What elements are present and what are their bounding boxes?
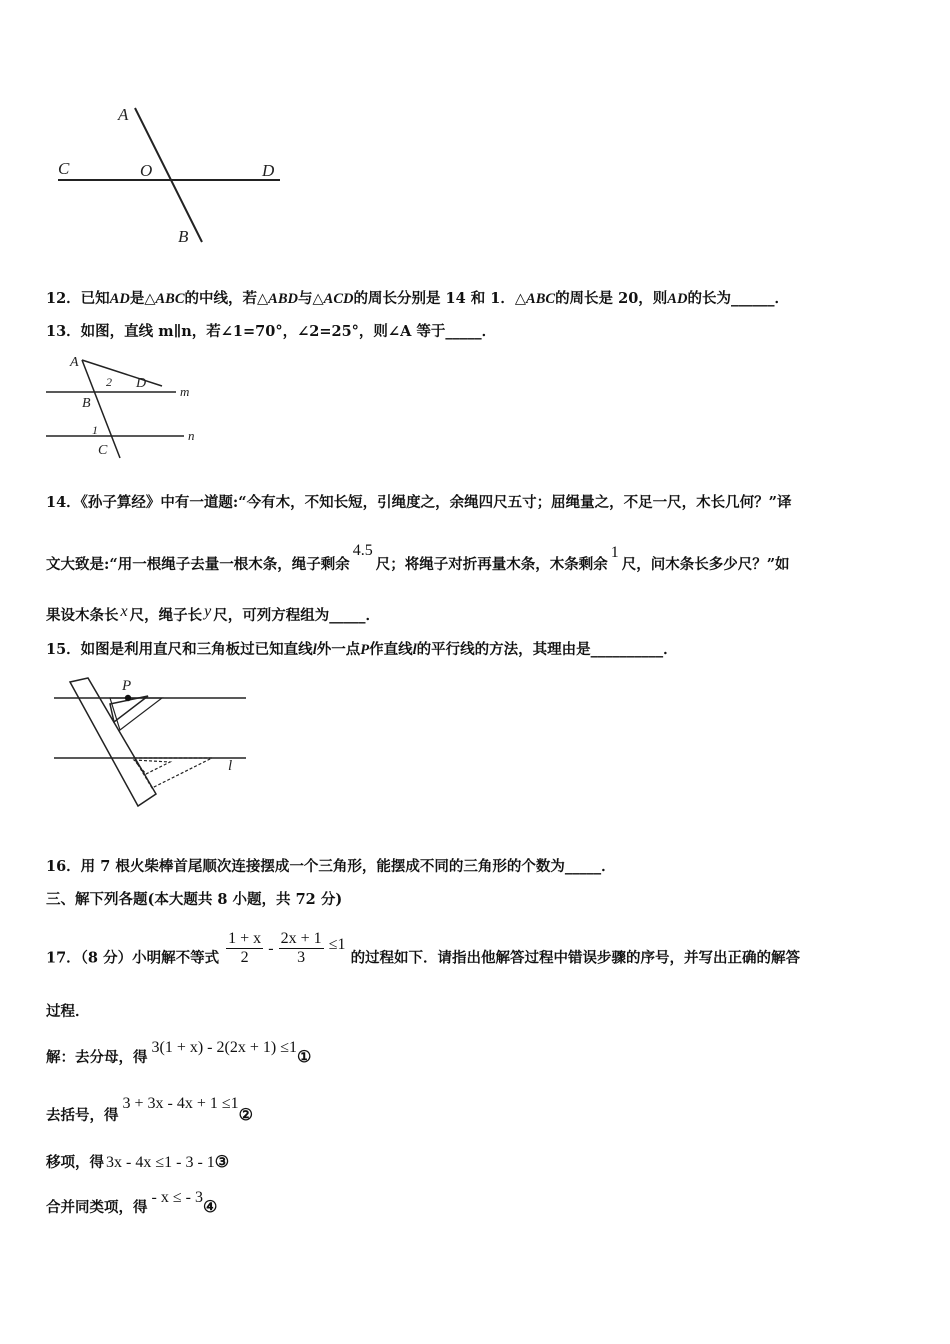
- question-12: 12．已知AD是△ABC的中线，若△ABD与△ACD的周长分别是 14 和 1．△ABC的周长是 20，则AD的长为______．: [46, 290, 789, 307]
- parallel-lines-figure: [44, 350, 204, 465]
- solution-step-3: 移项，得 3x - 4x ≤1 - 3 - 1③: [46, 1152, 230, 1171]
- question-13: 13．如图，直线 m∥n，若∠1=70°，∠2=25°，则∠A 等于_____．: [46, 323, 497, 340]
- fraction-1: $\frac{1 + x}{2}$: [228, 930, 262, 966]
- question-14-line-3: 果设木条长 x 尺，绳子长 y 尺，可列方程组为_____．: [46, 603, 380, 624]
- label-p: P: [122, 678, 132, 694]
- angle-1-label: 1: [92, 423, 98, 437]
- label-a: A: [70, 355, 79, 370]
- solution-step-4: 合并同类项，得- x ≤ - 3④: [46, 1189, 218, 1216]
- label-m: m: [180, 384, 190, 399]
- label-d: D: [262, 161, 275, 180]
- label-b: B: [178, 227, 189, 246]
- question-14-line-1: 14．《孙子算经》中有一道题:“今有木，不知长短，引绳度之，余绳四尺五寸；屈绳量之，不足一尺，木长几何？”译: [46, 494, 792, 511]
- intersecting-lines-figure: [50, 100, 290, 250]
- question-14-line-2: 文大致是:“用一根绳子去量一根木条，绳子剩余4.5尺；将绳子对折再量木条，木条剩余1尺，问木条长多少尺？”如: [46, 542, 790, 573]
- label-o: O: [140, 161, 153, 180]
- label-c: C: [58, 159, 70, 178]
- label-d: D: [136, 376, 147, 391]
- label-n: n: [188, 428, 195, 443]
- question-17-line-1: 17．（8 分）小明解不等式 $\frac{1 + x}{2}$ - $\frac{2x + 1}{3}$ ≤1 的过程如下．请指出他解答过程中错误步骤的序号，并写出正确的解答: [46, 930, 801, 967]
- angle-2-label: 2: [106, 375, 112, 389]
- label-c: C: [98, 443, 108, 458]
- question-17-line-2: 过程．: [46, 1003, 90, 1020]
- label-l: l: [228, 758, 233, 774]
- ruler-triangle-figure: [50, 676, 250, 816]
- label-b: B: [82, 396, 91, 411]
- solution-step-2: 去括号，得3 + 3x - 4x + 1 ≤1②: [46, 1095, 253, 1124]
- label-a: A: [118, 105, 129, 124]
- fraction-2: $\frac{2x + 1}{3}$: [280, 930, 322, 966]
- question-15: 15．如图是利用直尺和三角板过已知直线l外一点P作直线l的平行线的方法，其理由是__________．: [46, 641, 678, 658]
- solution-step-1: 解：去分母，得3(1 + x) - 2(2x + 1) ≤1①: [46, 1039, 312, 1066]
- question-16: 16．用 7 根火柴棒首尾顺次连接摆成一个三角形，能摆成不同的三角形的个数为_____．: [46, 858, 616, 875]
- section-3-heading: 三、解下列各题(本大题共 8 小题，共 72 分): [46, 891, 343, 908]
